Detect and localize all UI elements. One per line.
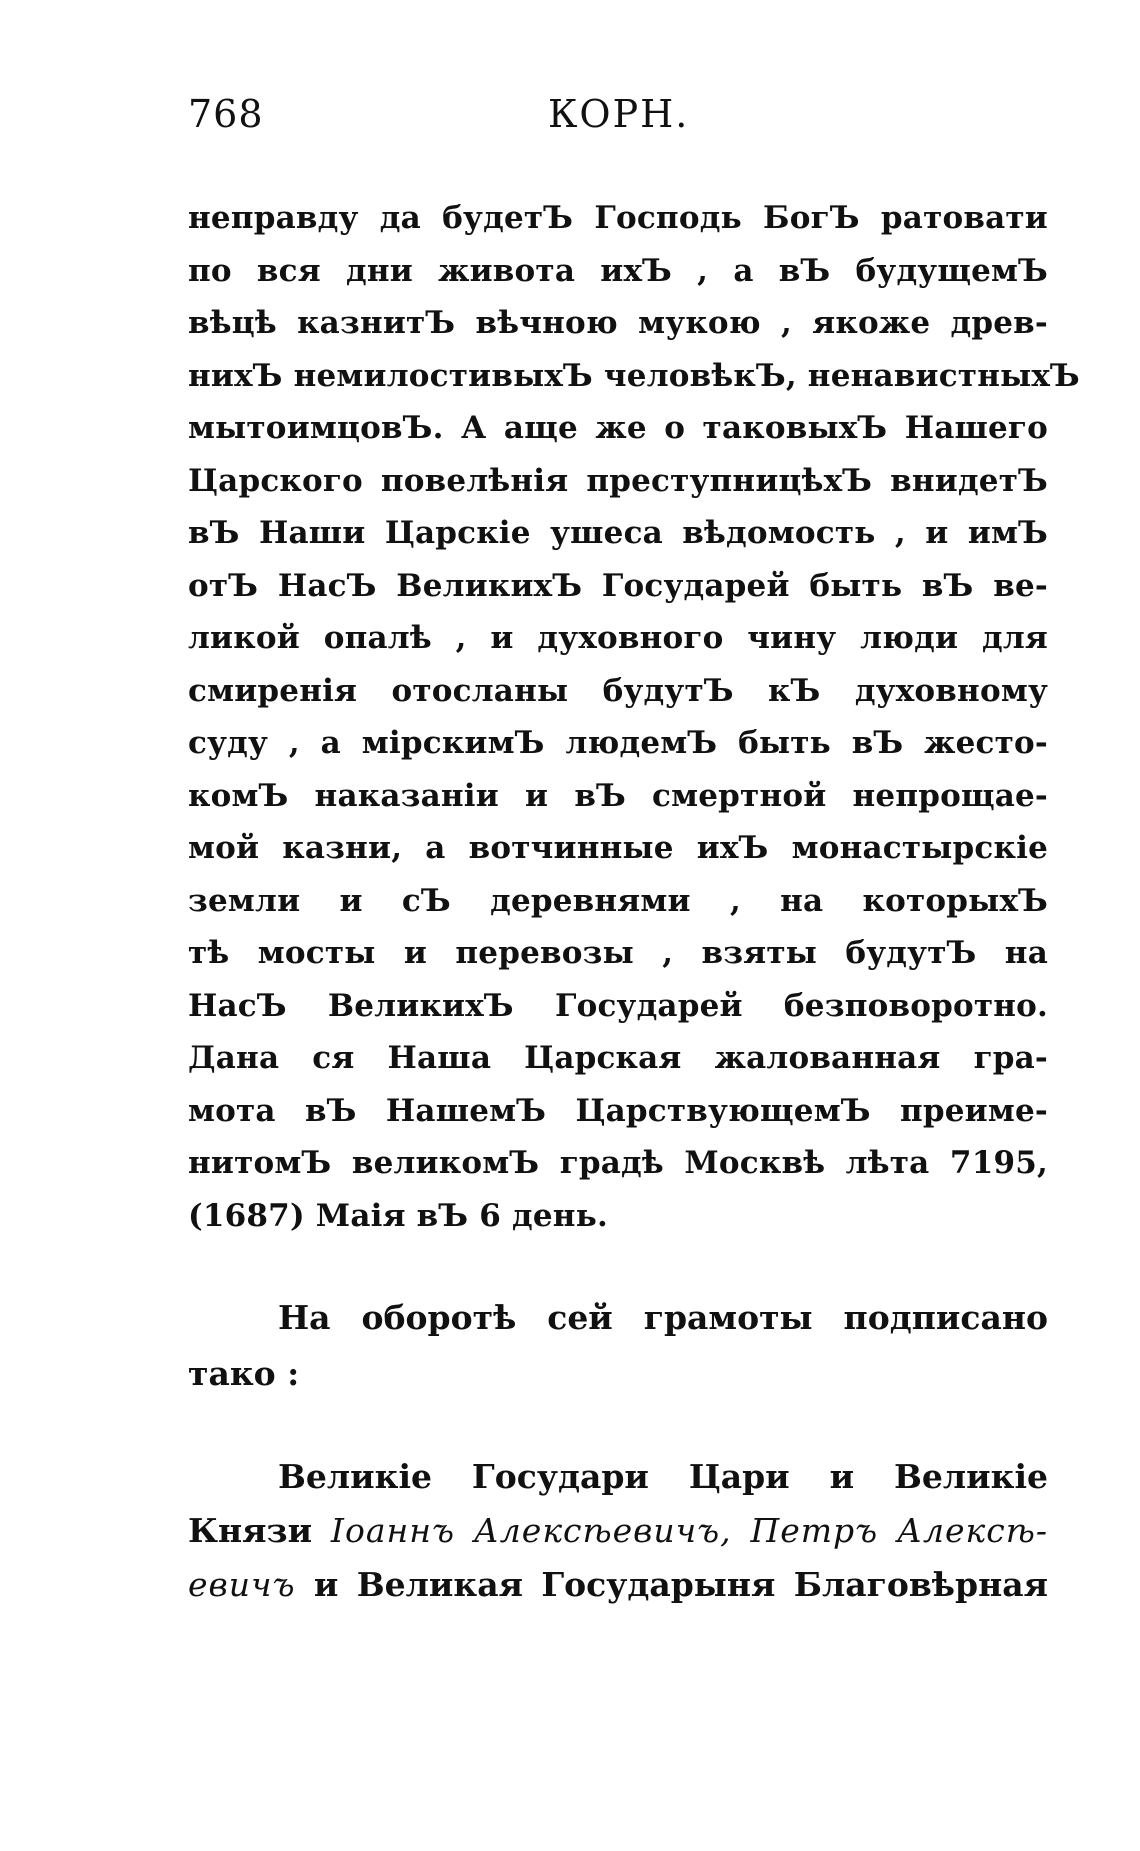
text-line: неправду да будетЪ Господь БогЪ ратовати (188, 200, 1048, 236)
text-line: мота вЪ НашемЪ ЦарствующемЪ преиме- (188, 1092, 1048, 1129)
text-line: НасЪ ВеликихЪ Государей безповоротно. (188, 987, 1048, 1024)
signature-line (188, 1504, 1048, 1558)
text-line: (1687) Маія вЪ 6 день. (188, 1197, 608, 1234)
running-head: КОРН. (548, 92, 690, 136)
signature-line: Великіе Государи Цари и Великіе (278, 1457, 1048, 1496)
signature-word: Князи (188, 1511, 313, 1550)
reverse-note (188, 1290, 1048, 1402)
text-line: по вся дни живота ихЪ , а вЪ будущемЪ (188, 252, 1048, 289)
text-line: смиренія отосланы будутЪ кЪ духовному (188, 672, 1048, 709)
handwritten-names: Іоаннъ Алексѣевичъ, Петръ Алексѣ- (330, 1511, 1048, 1550)
text-line: вѣцѣ казнитЪ вѣчною мукою , якоже древ- (188, 305, 1048, 341)
text-line: комЪ наказаніи и вЪ смертной непрощае- (188, 777, 1048, 814)
note-line: На оборотѣ сей грамоты подписано (278, 1298, 1048, 1337)
text-line: ликой опалѣ , и духовного чину люди для (188, 620, 1048, 656)
text-line: мытоимцовЪ. А аще же о таковыхЪ Нашего (188, 410, 1048, 446)
page-header (188, 92, 1008, 152)
text-line: Дана ся Наша Царская жалованная гра- (188, 1040, 1048, 1076)
text-line: мой казни, а вотчинные ихЪ монастырскіе (188, 830, 1048, 866)
signature-word: и Великая Государыня Благовѣрная (313, 1565, 1048, 1604)
text-line: нитомЪ великомЪ градѣ Москвѣ лѣта 7195, (188, 1145, 1048, 1181)
signature-block (188, 1450, 1048, 1612)
signature-line (188, 1558, 1048, 1612)
text-line: отЪ НасЪ ВеликихЪ Государей быть вЪ ве- (188, 567, 1048, 604)
note-line: тако : (188, 1354, 300, 1393)
text-line: вЪ Наши Царскіе ушеса вѣдомость , и имЪ (188, 515, 1048, 551)
text-line: суду , а мірскимЪ людемЪ быть вЪ жесто- (188, 725, 1048, 761)
page-number: 768 (188, 92, 264, 136)
body-text (188, 192, 1080, 1242)
handwritten-names: евичъ (188, 1565, 296, 1604)
text-line: нихЪ немилостивыхЪ человѣкЪ, ненавистныхЪ (188, 357, 1080, 394)
text-line: Царского повелѣнія преступницѣхЪ внидетЪ (188, 462, 1048, 499)
text-line: земли и сЪ деревнями , на которыхЪ (188, 882, 1048, 919)
text-line: тѣ мосты и перевозы , взяты будутЪ на (188, 935, 1048, 971)
